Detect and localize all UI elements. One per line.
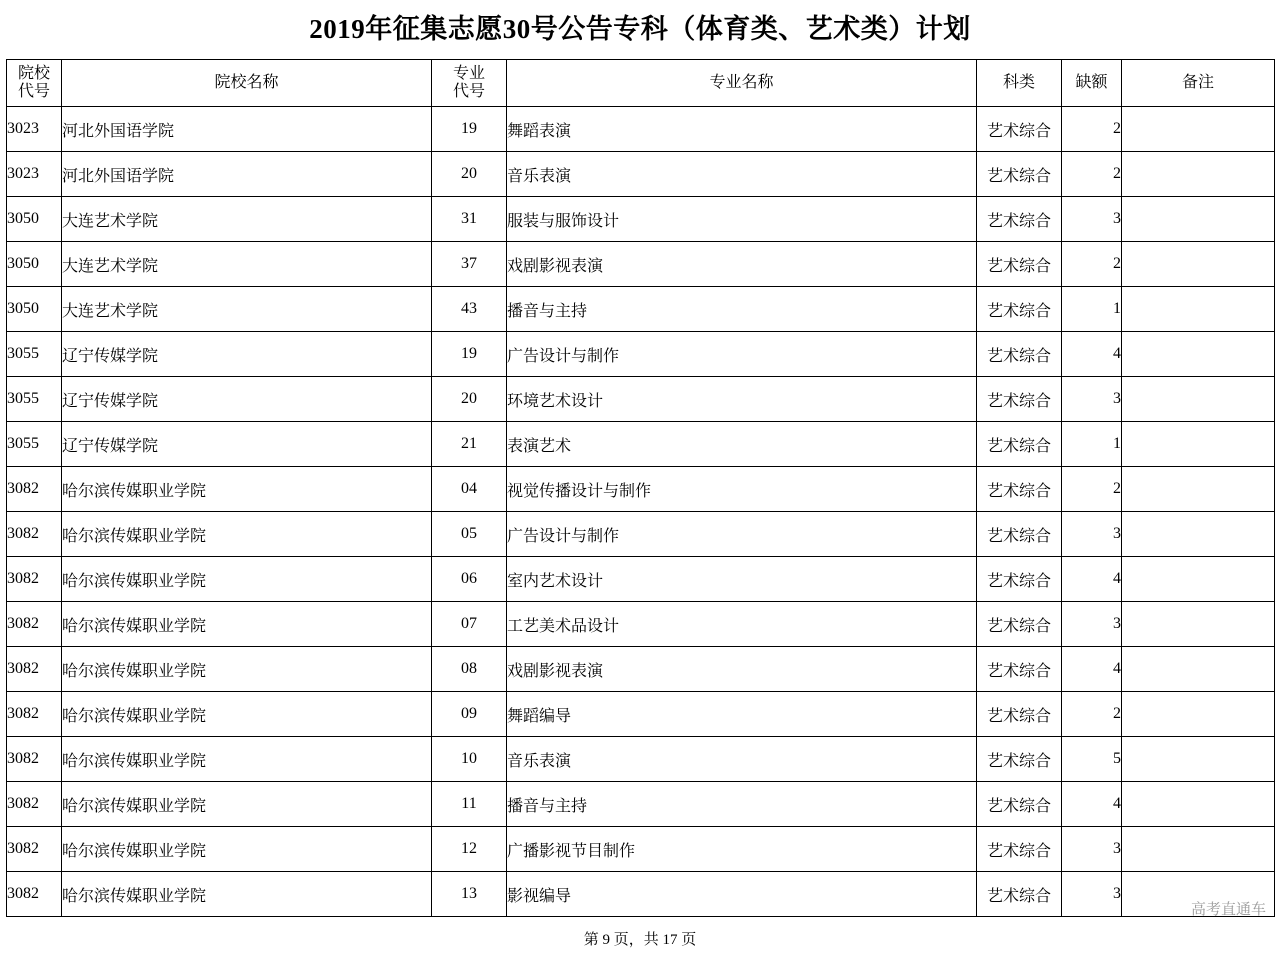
cell-category: 艺术综合	[977, 692, 1062, 737]
cell-major-name: 音乐表演	[507, 152, 977, 197]
cell-major-name: 影视编导	[507, 872, 977, 917]
cell-major-code: 31	[432, 197, 507, 242]
cell-major-name: 播音与主持	[507, 287, 977, 332]
cell-school-code: 3050	[7, 287, 62, 332]
cell-major-name: 服装与服饰设计	[507, 197, 977, 242]
table-row	[7, 287, 1275, 332]
cell-quota: 3	[1062, 512, 1122, 557]
cell-category: 艺术综合	[977, 872, 1062, 917]
cell-major-name: 戏剧影视表演	[507, 242, 977, 287]
table-row	[7, 737, 1275, 782]
column-header-major-name: 专业名称	[507, 60, 977, 107]
cell-major-name: 工艺美术品设计	[507, 602, 977, 647]
cell-major-code: 20	[432, 377, 507, 422]
cell-category: 艺术综合	[977, 782, 1062, 827]
cell-school-name: 哈尔滨传媒职业学院	[62, 827, 432, 872]
cell-quota: 3	[1062, 872, 1122, 917]
column-header-category: 科类	[977, 60, 1062, 107]
cell-school-code: 3082	[7, 782, 62, 827]
cell-school-code: 3055	[7, 377, 62, 422]
table-header	[7, 60, 1275, 107]
page-title: 2019年征集志愿30号公告专科（体育类、艺术类）计划	[309, 14, 971, 44]
cell-school-name: 哈尔滨传媒职业学院	[62, 872, 432, 917]
cell-remark	[1122, 737, 1275, 782]
cell-quota: 2	[1062, 467, 1122, 512]
cell-major-code: 05	[432, 512, 507, 557]
cell-quota: 2	[1062, 152, 1122, 197]
cell-category: 艺术综合	[977, 827, 1062, 872]
cell-quota: 3	[1062, 827, 1122, 872]
cell-school-name: 大连艺术学院	[62, 197, 432, 242]
cell-quota: 1	[1062, 422, 1122, 467]
cell-major-name: 音乐表演	[507, 737, 977, 782]
cell-quota: 3	[1062, 377, 1122, 422]
cell-remark	[1122, 422, 1275, 467]
cell-major-code: 07	[432, 602, 507, 647]
table-row	[7, 332, 1275, 377]
cell-school-name: 哈尔滨传媒职业学院	[62, 557, 432, 602]
cell-major-code: 13	[432, 872, 507, 917]
cell-major-name: 广告设计与制作	[507, 512, 977, 557]
cell-school-code: 3055	[7, 422, 62, 467]
cell-category: 艺术综合	[977, 737, 1062, 782]
cell-category: 艺术综合	[977, 602, 1062, 647]
table-body	[7, 107, 1275, 917]
cell-school-name: 辽宁传媒学院	[62, 377, 432, 422]
table-row	[7, 422, 1275, 467]
cell-major-code: 10	[432, 737, 507, 782]
cell-remark	[1122, 692, 1275, 737]
cell-remark	[1122, 467, 1275, 512]
cell-school-name: 哈尔滨传媒职业学院	[62, 737, 432, 782]
column-header-major-code-line2: 代号	[452, 83, 485, 101]
cell-major-name: 环境艺术设计	[507, 377, 977, 422]
table-row	[7, 692, 1275, 737]
cell-category: 艺术综合	[977, 107, 1062, 152]
column-header-school-code-line2: 代号	[17, 83, 50, 101]
cell-major-name: 舞蹈表演	[507, 107, 977, 152]
watermark: 高考直通车	[1190, 901, 1266, 918]
cell-category: 艺术综合	[977, 422, 1062, 467]
column-header-school-name: 院校名称	[62, 60, 432, 107]
cell-school-name: 辽宁传媒学院	[62, 332, 432, 377]
cell-quota: 2	[1062, 107, 1122, 152]
cell-major-name: 播音与主持	[507, 782, 977, 827]
table-row	[7, 242, 1275, 287]
cell-category: 艺术综合	[977, 557, 1062, 602]
cell-category: 艺术综合	[977, 377, 1062, 422]
cell-quota: 1	[1062, 287, 1122, 332]
cell-major-code: 11	[432, 782, 507, 827]
cell-school-code: 3082	[7, 602, 62, 647]
cell-major-code: 19	[432, 107, 507, 152]
cell-remark	[1122, 827, 1275, 872]
cell-remark	[1122, 287, 1275, 332]
cell-school-name: 哈尔滨传媒职业学院	[62, 782, 432, 827]
cell-school-code: 3082	[7, 647, 62, 692]
cell-category: 艺术综合	[977, 197, 1062, 242]
cell-remark	[1122, 332, 1275, 377]
cell-school-name: 哈尔滨传媒职业学院	[62, 647, 432, 692]
cell-major-name: 视觉传播设计与制作	[507, 467, 977, 512]
table-row	[7, 107, 1275, 152]
page-footer: 第 9 页，共 17 页	[583, 932, 697, 948]
cell-school-code: 3082	[7, 827, 62, 872]
table-row	[7, 827, 1275, 872]
cell-major-code: 12	[432, 827, 507, 872]
cell-major-name: 广告设计与制作	[507, 332, 977, 377]
table-row	[7, 152, 1275, 197]
table-row	[7, 377, 1275, 422]
cell-category: 艺术综合	[977, 512, 1062, 557]
cell-major-code: 04	[432, 467, 507, 512]
cell-category: 艺术综合	[977, 647, 1062, 692]
admission-plan-table	[6, 59, 1275, 917]
table-row	[7, 557, 1275, 602]
cell-quota: 3	[1062, 602, 1122, 647]
column-header-remark: 备注	[1122, 60, 1275, 107]
cell-category: 艺术综合	[977, 467, 1062, 512]
cell-school-name: 大连艺术学院	[62, 287, 432, 332]
cell-major-code: 09	[432, 692, 507, 737]
cell-school-code: 3082	[7, 557, 62, 602]
cell-major-name: 舞蹈编导	[507, 692, 977, 737]
cell-school-code: 3082	[7, 692, 62, 737]
cell-remark	[1122, 602, 1275, 647]
cell-major-code: 19	[432, 332, 507, 377]
cell-school-code: 3082	[7, 872, 62, 917]
cell-school-code: 3055	[7, 332, 62, 377]
table-row	[7, 782, 1275, 827]
table-row	[7, 602, 1275, 647]
cell-major-code: 08	[432, 647, 507, 692]
cell-school-code: 3082	[7, 737, 62, 782]
table-row	[7, 197, 1275, 242]
cell-remark	[1122, 107, 1275, 152]
cell-remark	[1122, 197, 1275, 242]
cell-school-name: 哈尔滨传媒职业学院	[62, 602, 432, 647]
cell-remark	[1122, 377, 1275, 422]
cell-school-name: 大连艺术学院	[62, 242, 432, 287]
cell-category: 艺术综合	[977, 152, 1062, 197]
column-header-school-code	[7, 60, 62, 107]
table-row	[7, 647, 1275, 692]
cell-school-name: 河北外国语学院	[62, 152, 432, 197]
cell-school-code: 3023	[7, 107, 62, 152]
cell-major-code: 06	[432, 557, 507, 602]
cell-major-name: 戏剧影视表演	[507, 647, 977, 692]
cell-school-code: 3023	[7, 152, 62, 197]
cell-major-code: 21	[432, 422, 507, 467]
cell-category: 艺术综合	[977, 242, 1062, 287]
table-row	[7, 467, 1275, 512]
cell-quota: 2	[1062, 242, 1122, 287]
cell-remark	[1122, 647, 1275, 692]
cell-quota: 4	[1062, 557, 1122, 602]
table-row	[7, 512, 1275, 557]
cell-school-code: 3082	[7, 467, 62, 512]
column-header-major-code	[432, 60, 507, 107]
cell-major-code: 37	[432, 242, 507, 287]
cell-school-code: 3082	[7, 512, 62, 557]
cell-school-name: 哈尔滨传媒职业学院	[62, 467, 432, 512]
cell-school-code: 3050	[7, 197, 62, 242]
cell-remark	[1122, 152, 1275, 197]
cell-major-name: 室内艺术设计	[507, 557, 977, 602]
column-header-major-code-line1: 专业	[452, 64, 485, 82]
cell-school-name: 哈尔滨传媒职业学院	[62, 512, 432, 557]
cell-major-name: 表演艺术	[507, 422, 977, 467]
cell-category: 艺术综合	[977, 332, 1062, 377]
cell-quota: 4	[1062, 332, 1122, 377]
column-header-quota: 缺额	[1062, 60, 1122, 107]
cell-category: 艺术综合	[977, 287, 1062, 332]
column-header-school-code-line1: 院校	[17, 64, 50, 82]
cell-school-name: 哈尔滨传媒职业学院	[62, 692, 432, 737]
cell-quota: 5	[1062, 737, 1122, 782]
cell-quota: 4	[1062, 782, 1122, 827]
cell-quota: 2	[1062, 692, 1122, 737]
cell-remark	[1122, 782, 1275, 827]
cell-major-code: 43	[432, 287, 507, 332]
cell-school-name: 河北外国语学院	[62, 107, 432, 152]
cell-major-name: 广播影视节目制作	[507, 827, 977, 872]
table-header-row	[7, 60, 1275, 107]
cell-quota: 4	[1062, 647, 1122, 692]
cell-quota: 3	[1062, 197, 1122, 242]
cell-school-code: 3050	[7, 242, 62, 287]
cell-remark	[1122, 557, 1275, 602]
cell-remark	[1122, 242, 1275, 287]
cell-school-name: 辽宁传媒学院	[62, 422, 432, 467]
cell-major-code: 20	[432, 152, 507, 197]
cell-remark	[1122, 512, 1275, 557]
table-row	[7, 872, 1275, 917]
